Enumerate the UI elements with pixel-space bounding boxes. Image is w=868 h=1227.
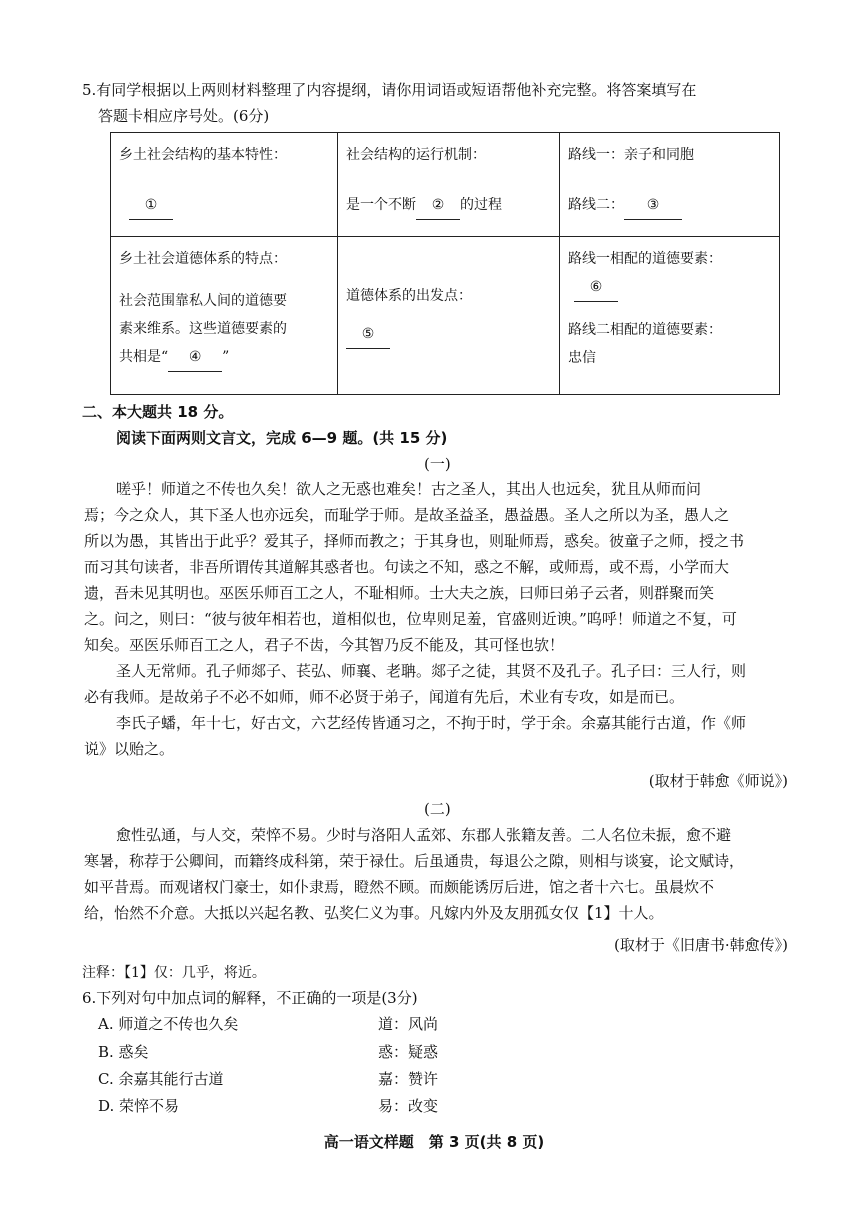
page-footer: 高一语文样题 第 3 页(共 8 页) — [323, 1133, 545, 1151]
blank-3: ③ — [624, 191, 682, 220]
blank-1: ① — [129, 191, 173, 220]
text1-marker: (一) — [424, 455, 451, 473]
text2-line: 给，怡然不介意。大抵以兴起名教、弘奖仁义为事。凡嫁内外及友朋孤女仅【1】十人。 — [84, 904, 664, 922]
text1-line: 李氏子蟠，年十七，好古文，六艺经传皆通习之，不拘于时，学于余。余嘉其能行古道，作《师 — [116, 714, 747, 732]
cell-moral-feature: 乡土社会道德体系的特点： 社会范围靠私人间的道德要 素来维系。这些道德要素的 共相是“ ④ ” — [111, 237, 338, 395]
text2-marker: (二) — [424, 800, 451, 818]
cell-routes: 路线一：亲子和同胞 路线二： ③ — [560, 133, 780, 237]
text1-line: 遗，吾未见其明也。巫医乐师百工之人，不耻相师。士大夫之族，曰师曰弟子云者，则群聚而笑 — [84, 584, 715, 602]
text1-line: 知矣。巫医乐师百工之人，君子不齿，今其智乃反不能及，其可怪也欤！ — [84, 636, 565, 654]
q5-stem-line2: 答题卡相应序号处。(6分) — [98, 107, 270, 125]
section-heading: 二、本大题共 18 分。 — [82, 403, 234, 421]
q6-option-a-answer: 道：风尚 — [378, 1015, 439, 1033]
q6-option-a: A. 师道之不传也久矣 — [98, 1015, 239, 1033]
blank-6: ⑥ — [574, 273, 618, 302]
text1-line: 而习其句读者，非吾所谓传其道解其惑者也。句读之不知，惑之不解，或师焉，或不焉，小学而大 — [84, 558, 730, 576]
q6-option-d-answer: 易：改变 — [378, 1097, 439, 1115]
q6-option-b-answer: 惑：疑惑 — [378, 1043, 439, 1061]
q6-option-b: B. 惑矣 — [98, 1043, 149, 1061]
cell-structure-feature: 乡土社会结构的基本特性： ① — [111, 133, 338, 237]
text1-source: (取材于韩愈《师说》) — [648, 772, 788, 790]
section-instruction: 阅读下面两则文言文，完成 6—9 题。(共 15 分) — [116, 429, 448, 447]
annotation-note: 注释：【1】仅：几乎，将近。 — [82, 965, 266, 981]
outline-table — [110, 132, 780, 395]
q5-stem-line1: 5.有同学根据以上两则材料整理了内容提纲，请你用词语或短语帮他补充完整。将答案填写在 — [82, 81, 697, 99]
text1-line: 所以为愚，其皆出于此乎？爱其子，择师而教之；于其身也，则耻师焉，惑矣。彼童子之师，授之书 — [84, 532, 745, 550]
q6-stem: 6.下列对句中加点词的解释，不正确的一项是(3分) — [82, 989, 418, 1007]
text2-line: 寒暑，称荐于公卿间，而籍终成科第，荣于禄仕。后虽通贵，每退公之隙，则相与谈宴，论文赋诗， — [84, 852, 745, 870]
blank-2: ② — [416, 191, 460, 220]
text2-line: 愈性弘通，与人交，荣悴不易。少时与洛阳人孟郊、东郡人张籍友善。二人名位未振，愈不避 — [116, 826, 732, 844]
text1-line: 嗟乎！师道之不传也久矣！欲人之无惑也难矣！古之圣人，其出人也远矣，犹且从师而问 — [116, 480, 702, 498]
text1-line: 焉；今之众人，其下圣人也亦远矣，而耻学于师。是故圣益圣，愚益愚。圣人之所以为圣，愚人之 — [84, 506, 730, 524]
cell-moral-elements: 路线一相配的道德要素： ⑥ 路线二相配的道德要素： 忠信 — [560, 237, 780, 395]
text1-line: 圣人无常师。孔子师郯子、苌弘、师襄、老聃。郯子之徒，其贤不及孔子。孔子曰：三人行，则 — [116, 662, 747, 680]
text1-line: 说》以贻之。 — [84, 740, 175, 758]
cell-moral-origin: 道德体系的出发点： ⑤ — [338, 237, 560, 395]
text1-line: 之。问之，则曰：“彼与彼年相若也，道相似也，位卑则足羞，官盛则近谀。”呜呼！师道之不复，可 — [84, 610, 737, 628]
blank-5: ⑤ — [346, 320, 390, 349]
text1-line: 必有我师。是故弟子不必不如师，师不必贤于弟子，闻道有先后，术业有专攻，如是而已。 — [84, 688, 685, 706]
q6-option-d: D. 荣悴不易 — [98, 1097, 180, 1115]
q6-option-c-answer: 嘉：赞许 — [378, 1070, 439, 1088]
blank-4: ④ — [168, 343, 222, 372]
text2-line: 如平昔焉。而观诸权门豪士，如仆隶焉，瞪然不顾。而颇能诱厉后进，馆之者十六七。虽晨炊不 — [84, 878, 715, 896]
text2-source: (取材于《旧唐书·韩愈传》) — [614, 936, 788, 954]
cell-mechanism: 社会结构的运行机制： 是一个不断 ② 的过程 — [338, 133, 560, 237]
q6-option-c: C. 余嘉其能行古道 — [98, 1070, 224, 1088]
